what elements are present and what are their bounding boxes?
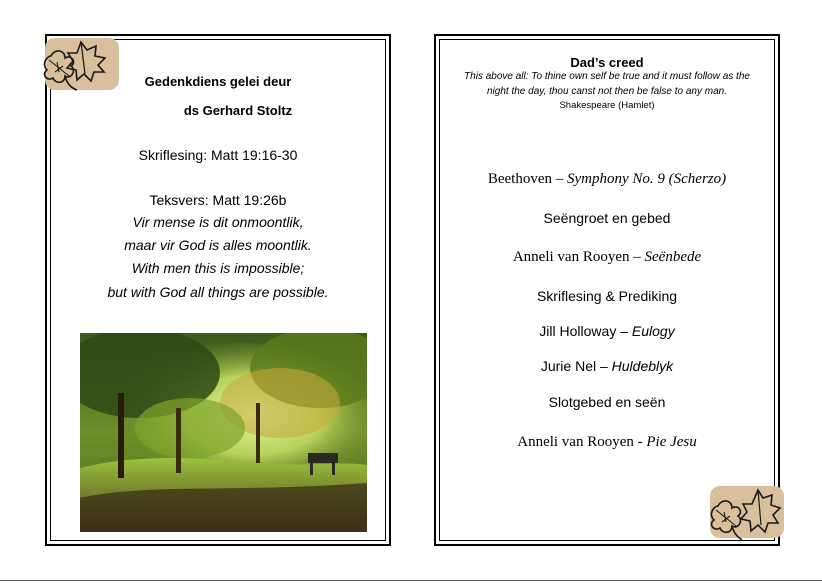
program-item: [436, 249, 778, 266]
program-item: [436, 210, 778, 226]
program-performer: Skriflesing & Prediking: [536, 288, 678, 304]
program-performer: Anneli van Rooyen -: [517, 434, 647, 450]
service-heading-line2: ds Gerhard Stoltz: [183, 103, 293, 118]
creed-quote-line1: This above all: To thine own self be true and it must follow as the: [464, 71, 750, 82]
service-heading-line1: Gedenkdiens gelei deur: [144, 74, 292, 89]
text-verse: Teksvers: Matt 19:26b: [149, 192, 287, 208]
bottom-rule: [0, 580, 822, 581]
leaf-ornament-icon: [706, 482, 786, 544]
creed-title: Dad’s creed: [570, 55, 644, 70]
program-performer: Jill Holloway –: [539, 323, 632, 339]
creed-quote-line2: night the day, thou canst not then be false to any man.: [487, 86, 727, 97]
program-piece: Pie Jesu: [646, 434, 697, 450]
program-performer: Slotgebed en seën: [548, 394, 666, 410]
program-piece: Huldeblyk: [611, 358, 674, 374]
right-page: [434, 34, 780, 546]
program-item: [436, 288, 778, 304]
creed-attribution: Shakespeare (Hamlet): [559, 100, 655, 111]
program-item: [436, 323, 778, 339]
program-piece: Eulogy: [631, 323, 675, 339]
program-item: [436, 358, 778, 374]
verse-line: maar vir God is alles moontlik.: [124, 237, 312, 253]
verse-line: but with God all things are possible.: [107, 284, 329, 300]
program-performer: Anneli van Rooyen –: [512, 249, 645, 265]
verse-line: Vir mense is dit onmoontlik,: [132, 214, 304, 230]
park-photo: [80, 333, 367, 532]
scripture-reading: Skriflesing: Matt 19:16-30: [138, 147, 298, 163]
program-performer: Beethoven –: [487, 171, 567, 187]
program-piece: Symphony No. 9 (Scherzo): [567, 171, 727, 187]
program-item: [436, 434, 778, 451]
program-item: [436, 171, 778, 188]
program-performer: Seëngroet en gebed: [543, 210, 671, 226]
verse-line: With men this is impossible;: [131, 260, 305, 276]
left-page: [45, 34, 391, 546]
program-performer: Jurie Nel –: [540, 358, 612, 374]
program-item: [436, 394, 778, 410]
program-piece: Seënbede: [644, 249, 702, 265]
